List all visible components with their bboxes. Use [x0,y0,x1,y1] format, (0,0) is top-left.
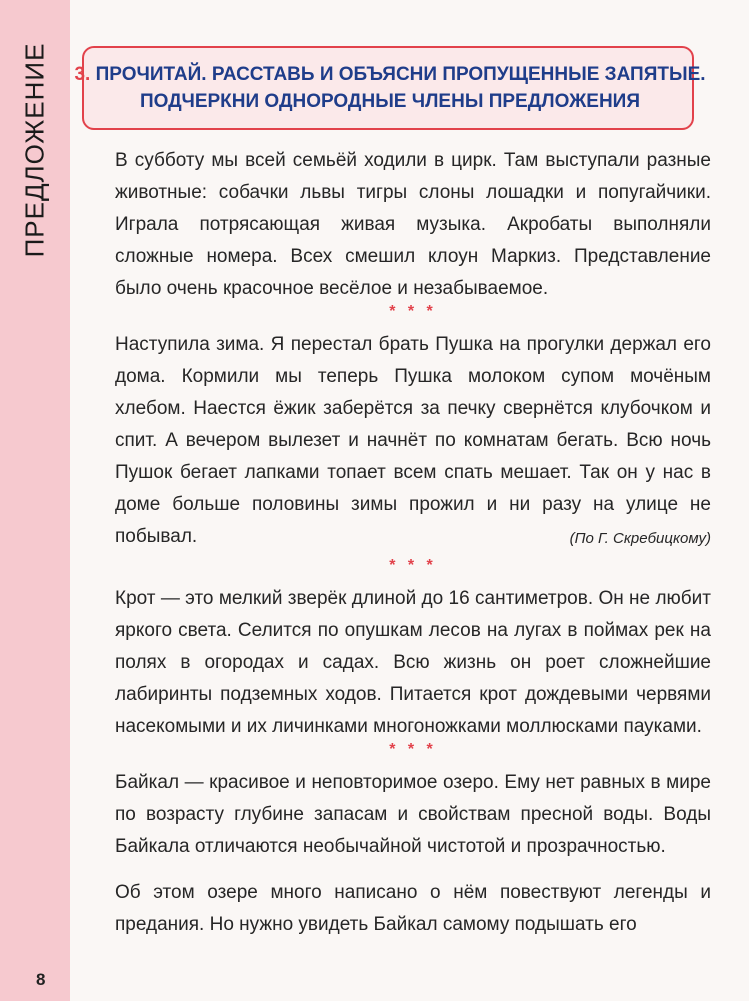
page-number: 8 [36,970,46,989]
task-instruction-1: ПРОЧИТАЙ. РАССТАВЬ И ОБЪЯСНИ ПРОПУЩЕННЫЕ ЗАПЯТЫЕ. [95,64,706,85]
task-header-box [74,46,706,130]
paragraph-baikal-2: Об этом озере много написано о нём повествуют легенды и предания. Но нужно увидеть Байкал самому подышать его [115,882,711,935]
separator-stars: * * * [389,557,437,574]
separator-stars: * * * [389,741,437,758]
paragraph-circus: В субботу мы всей семьёй ходили в цирк. Там выступали разные животные: собачки львы тигры слоны лошадки и попугайчики. Играла потрясающая живая музыка. Акробаты выполняли сложные номера. Всех смешил клоун Маркиз. Представление было очень красочное весёлое и незабываемое. [115,150,711,299]
paragraph-hedgehog [115,329,711,553]
task-number: 3. [74,64,91,85]
separator-stars: * * * [389,303,437,320]
paragraph-hedgehog-text: Наступила зима. Я перестал брать Пушка на прогулки держал его дома. Кормили мы теперь Пушка молоком супом мочёным хлебом. Наестся ёжик заберётся за печку свернётся клубочком и спит. А вечером вылезет и начнёт по комнатам бегать. Всю ночь Пушок бегает лапками топает всем спать мешает. Так он у нас в доме больше половины зимы прожил и ни разу на улице не побывал. [115,334,711,547]
paragraph-baikal-1: Байкал — красивое и неповторимое озеро. Ему нет равных в мире по возрасту глубине запасам и свойствам пресной воды. Воды Байкала отличаются необычайной чистотой и прозрачностью. [115,772,711,857]
section-title: ПРЕДЛОЖЕНИЕ [19,42,50,258]
task-line-1 [74,61,705,88]
author-attribution: (По Г. Скребицкому) [569,530,711,547]
paragraph-mole: Крот — это мелкий зверёк длиной до 16 сантиметров. Он не любит яркого света. Селится по опушкам лесов на лугах в поймах рек на полях в огородах и садах. Всю жизнь он роет сложнейшие лабиринты подземных ходов. Питается крот дождевыми червями насекомыми и их личинками многоножками моллюсками пауками. [115,588,711,737]
side-strip [0,0,70,1001]
exercise-text [115,145,711,941]
task-instruction-2: ПОДЧЕРКНИ ОДНОРОДНЫЕ ЧЛЕНЫ ПРЕДЛОЖЕНИЯ [140,91,640,112]
